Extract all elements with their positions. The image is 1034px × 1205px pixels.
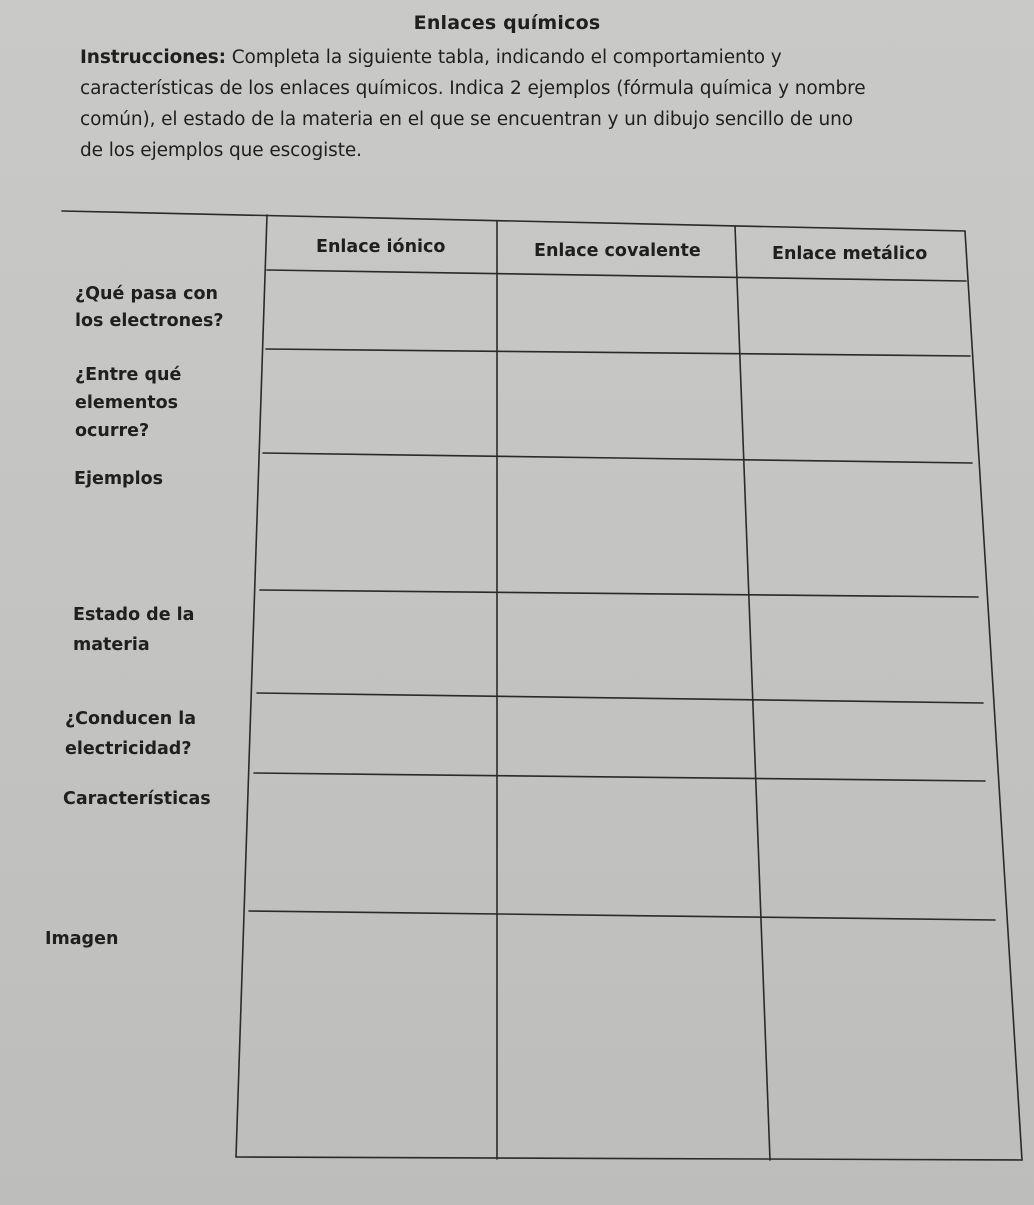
worksheet-title: Enlaces químicos <box>413 12 601 34</box>
grid-col-sep-3 <box>735 226 770 1160</box>
grid-row-sep-2 <box>266 349 970 356</box>
row-label-line: Estado de la <box>73 605 195 625</box>
grid-row-sep-1 <box>267 270 966 281</box>
row-label-elementos <box>75 361 181 445</box>
row-label-line: ¿Entre qué <box>75 365 182 385</box>
header-enlace-metalico: Enlace metálico <box>772 244 928 264</box>
grid-row-sep-4 <box>260 590 978 597</box>
row-label-ejemplos <box>74 466 163 493</box>
row-label-estado-materia <box>73 600 194 660</box>
grid-row-sep-5 <box>257 693 983 703</box>
grid-row-sep-6 <box>254 773 985 781</box>
row-label-line: electricidad? <box>65 739 192 759</box>
grid-right-border <box>965 231 1022 1160</box>
grid-bottom-border <box>236 1157 1022 1160</box>
row-label-imagen <box>45 926 118 953</box>
row-label-caracteristicas <box>63 786 211 813</box>
row-label-line: elementos <box>75 393 179 413</box>
grid-top-border <box>62 211 965 231</box>
grid-row-sep-3 <box>263 453 972 463</box>
row-label-electricidad <box>65 704 196 764</box>
header-enlace-ionico: Enlace iónico <box>316 237 446 257</box>
row-label-line: los electrones? <box>75 311 224 331</box>
grid-row-sep-7 <box>249 911 995 920</box>
row-label-electrones <box>75 281 224 335</box>
row-label-line: ocurre? <box>75 421 150 441</box>
row-label-line: Características <box>63 789 211 809</box>
row-label-line: Ejemplos <box>74 469 164 489</box>
row-label-line: materia <box>73 635 150 655</box>
grid-col-sep-1 <box>236 215 267 1157</box>
row-label-line: Imagen <box>45 929 119 949</box>
row-label-line: ¿Conducen la <box>65 709 197 729</box>
header-enlace-covalente: Enlace covalente <box>534 241 701 261</box>
instructions-label: Instrucciones: <box>80 47 226 68</box>
instructions-text: Completa la siguiente tabla, indicando el comportamiento y características de los enlaces químicos. Indica 2 ejemplos (fórmula química y nombre común), el estado de la materia en el que se encuentran y un dibujo sencillo de uno de los ejemplos que escogiste. <box>80 47 866 161</box>
row-label-line: ¿Qué pasa con <box>75 284 218 304</box>
